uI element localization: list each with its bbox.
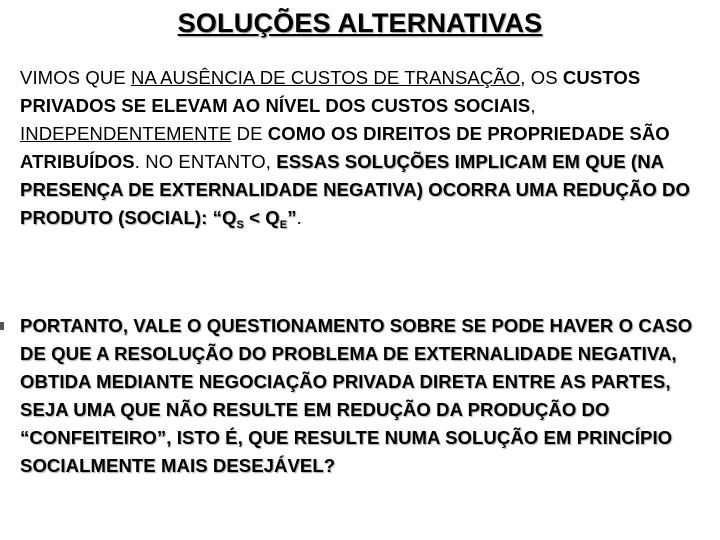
text-run-underlined: NA AUSÊNCIA DE CUSTOS DE TRANSAÇÃO: [131, 67, 521, 88]
text-run: ,: [530, 95, 536, 116]
text-run: .: [296, 207, 302, 228]
text-run: VIMOS QUE: [20, 67, 131, 88]
text-run: . NO ENTANTO,: [134, 151, 277, 172]
paragraph-coase-result: [20, 64, 715, 239]
text-run: ”: [287, 207, 297, 228]
bullet-marker: [0, 322, 4, 330]
text-run: ESSAS SOLUÇÕES IMPLICAM EM QUE (NA PRESENÇA DE EXTERNALIDADE NEGATIVA) OCORRA UMA REDUÇÃO DO PRODUTO (SOCIAL): “Q: [20, 151, 691, 228]
text-run-bold: PRIVADOS SE ELEVAM AO NÍVEL DOS CUSTOS SOCIAIS: [20, 95, 531, 116]
text-run: DE: [231, 123, 268, 144]
text-run: < Q: [243, 207, 280, 228]
slide-title: SOLUÇÕES ALTERNATIVAS: [177, 8, 543, 38]
paragraph-question: PORTANTO, VALE O QUESTIONAMENTO SOBRE SE PODE HAVER O CASO DE QUE A RESOLUÇÃO DO PROBLEMA DE EXTERNALIDADE NEGATIVA, OBTIDA MEDIANTE NEGOCIAÇÃO PRIVADA DIRETA ENTRE AS PARTES, SEJA UMA QUE NÃO RESULTE EM REDUÇÃO DA PRODUÇÃO DO “CONFEITEIRO”, ISTO É, QUE RESULTE NUMA SOLUÇÃO EM PRINCÍPIO SOCIALMENTE MAIS DESEJÁVEL?: [20, 315, 693, 476]
text-run: , OS: [520, 67, 563, 88]
text-run-bold: COMO OS DIREITOS DE PROPRIEDADE SÃO ATRIBUÍDOS: [20, 123, 670, 172]
text-run-underlined: INDEPENDENTEMENTE: [20, 123, 232, 144]
subscript-e: E: [279, 219, 288, 231]
subscript-s: S: [236, 219, 244, 231]
text-run-bold: CUSTOS: [562, 67, 641, 88]
